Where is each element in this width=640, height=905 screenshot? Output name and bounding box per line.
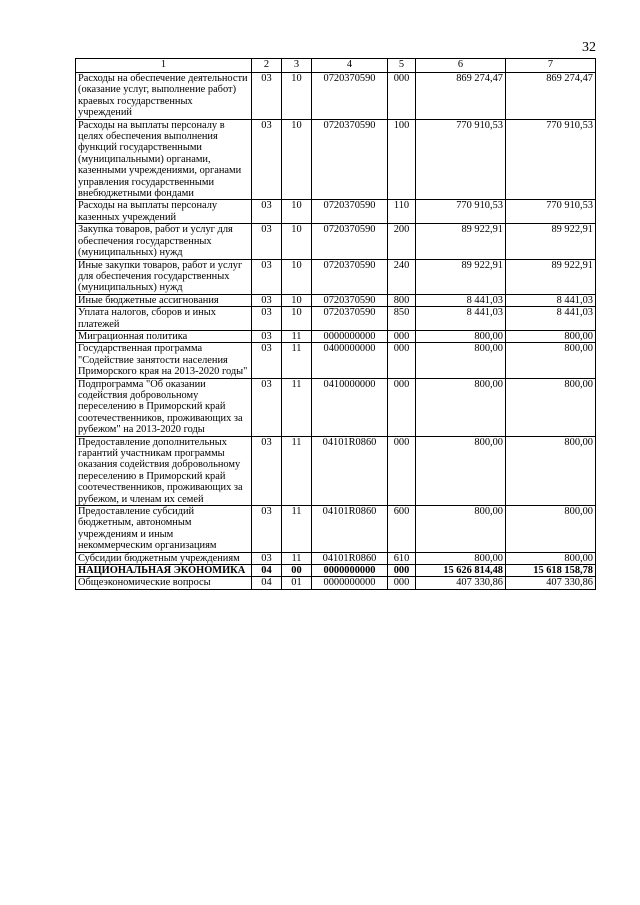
column-header: 1 — [76, 59, 252, 73]
amount-year-2-cell: 15 618 158,78 — [506, 565, 596, 577]
expense-type-cell: 200 — [388, 224, 416, 259]
row-name-cell: Расходы на обеспечение деятельности (оказание услуг, выполнение работ) краевых государственных учреждений — [76, 73, 252, 120]
subsection-cell: 11 — [282, 343, 312, 378]
column-header: 3 — [282, 59, 312, 73]
amount-year-1-cell: 770 910,53 — [416, 200, 506, 224]
section-cell: 03 — [252, 552, 282, 564]
amount-year-1-cell: 800,00 — [416, 330, 506, 342]
amount-year-2-cell: 89 922,91 — [506, 224, 596, 259]
expense-type-cell: 110 — [388, 200, 416, 224]
expense-type-cell: 100 — [388, 119, 416, 200]
amount-year-1-cell: 89 922,91 — [416, 259, 506, 294]
amount-year-2-cell: 407 330,86 — [506, 577, 596, 589]
target-article-cell: 04101R0860 — [312, 506, 388, 553]
amount-year-2-cell: 800,00 — [506, 330, 596, 342]
section-cell: 04 — [252, 577, 282, 589]
column-header: 4 — [312, 59, 388, 73]
amount-year-2-cell: 770 910,53 — [506, 200, 596, 224]
row-name-cell: Государственная программа "Содействие занятости населения Приморского края на 2013-2020 годы" — [76, 343, 252, 378]
expense-type-cell: 000 — [388, 565, 416, 577]
row-name-cell: Иные закупки товаров, работ и услуг для обеспечения государственных (муниципальных) нужд — [76, 259, 252, 294]
page-number: 32 — [582, 40, 596, 55]
amount-year-1-cell: 800,00 — [416, 436, 506, 505]
subsection-cell: 11 — [282, 552, 312, 564]
amount-year-1-cell: 770 910,53 — [416, 119, 506, 200]
amount-year-1-cell: 8 441,03 — [416, 307, 506, 331]
subsection-cell: 10 — [282, 73, 312, 120]
expense-type-cell: 000 — [388, 436, 416, 505]
target-article-cell: 0000000000 — [312, 565, 388, 577]
target-article-cell: 0720370590 — [312, 294, 388, 306]
subsection-cell: 11 — [282, 378, 312, 436]
section-cell: 03 — [252, 307, 282, 331]
row-name-cell: Предоставление дополнительных гарантий участникам программы оказания содействия добровольному переселению в Приморский край соотечественников, проживающих за рубежом, и членам их семей — [76, 436, 252, 505]
row-name-cell: НАЦИОНАЛЬНАЯ ЭКОНОМИКА — [76, 565, 252, 577]
table-row — [76, 119, 596, 200]
table-row — [76, 73, 596, 120]
subsection-cell: 10 — [282, 259, 312, 294]
section-cell: 04 — [252, 565, 282, 577]
expense-type-cell: 000 — [388, 343, 416, 378]
subsection-cell: 10 — [282, 294, 312, 306]
amount-year-1-cell: 407 330,86 — [416, 577, 506, 589]
subsection-cell: 11 — [282, 436, 312, 505]
amount-year-2-cell: 89 922,91 — [506, 259, 596, 294]
subsection-cell: 10 — [282, 200, 312, 224]
amount-year-2-cell: 800,00 — [506, 436, 596, 505]
row-name-cell: Расходы на выплаты персоналу в целях обеспечения выполнения функций государственными (муниципальными) органами, казенными учреждениями, органами управления государственными внебюджетными фондами — [76, 119, 252, 200]
row-name-cell: Уплата налогов, сборов и иных платежей — [76, 307, 252, 331]
amount-year-1-cell: 800,00 — [416, 506, 506, 553]
table-row — [76, 294, 596, 306]
section-cell: 03 — [252, 119, 282, 200]
subsection-cell: 11 — [282, 506, 312, 553]
table-row — [76, 259, 596, 294]
amount-year-1-cell: 800,00 — [416, 552, 506, 564]
subsection-cell: 10 — [282, 307, 312, 331]
table-row — [76, 224, 596, 259]
target-article-cell: 04101R0860 — [312, 436, 388, 505]
table-row — [76, 343, 596, 378]
amount-year-2-cell: 8 441,03 — [506, 294, 596, 306]
budget-table — [75, 58, 596, 590]
section-cell: 03 — [252, 73, 282, 120]
section-cell: 03 — [252, 200, 282, 224]
row-name-cell: Закупка товаров, работ и услуг для обеспечения государственных (муниципальных) нужд — [76, 224, 252, 259]
table-row — [76, 577, 596, 589]
table-row — [76, 552, 596, 564]
target-article-cell: 0720370590 — [312, 307, 388, 331]
subsection-cell: 01 — [282, 577, 312, 589]
expense-type-cell: 850 — [388, 307, 416, 331]
table-row — [76, 565, 596, 577]
row-name-cell: Иные бюджетные ассигнования — [76, 294, 252, 306]
amount-year-2-cell: 8 441,03 — [506, 307, 596, 331]
row-name-cell: Миграционная политика — [76, 330, 252, 342]
section-cell: 03 — [252, 378, 282, 436]
target-article-cell: 0400000000 — [312, 343, 388, 378]
table-row — [76, 378, 596, 436]
column-number-row — [76, 59, 596, 73]
target-article-cell: 0720370590 — [312, 119, 388, 200]
expense-type-cell: 000 — [388, 73, 416, 120]
target-article-cell: 0720370590 — [312, 200, 388, 224]
row-name-cell: Общеэкономические вопросы — [76, 577, 252, 589]
target-article-cell: 0720370590 — [312, 224, 388, 259]
section-cell: 03 — [252, 259, 282, 294]
amount-year-1-cell: 15 626 814,48 — [416, 565, 506, 577]
amount-year-2-cell: 869 274,47 — [506, 73, 596, 120]
amount-year-2-cell: 800,00 — [506, 378, 596, 436]
target-article-cell: 04101R0860 — [312, 552, 388, 564]
section-cell: 03 — [252, 330, 282, 342]
expense-type-cell: 000 — [388, 330, 416, 342]
column-header: 5 — [388, 59, 416, 73]
section-cell: 03 — [252, 436, 282, 505]
column-header: 6 — [416, 59, 506, 73]
subsection-cell: 10 — [282, 119, 312, 200]
amount-year-2-cell: 800,00 — [506, 552, 596, 564]
expense-type-cell: 600 — [388, 506, 416, 553]
row-name-cell: Предоставление субсидий бюджетным, автономным учреждениям и иным некоммерческим организациям — [76, 506, 252, 553]
amount-year-1-cell: 800,00 — [416, 378, 506, 436]
section-cell: 03 — [252, 224, 282, 259]
target-article-cell: 0720370590 — [312, 259, 388, 294]
section-cell: 03 — [252, 294, 282, 306]
table-row — [76, 200, 596, 224]
section-cell: 03 — [252, 506, 282, 553]
column-header: 7 — [506, 59, 596, 73]
row-name-cell: Субсидии бюджетным учреждениям — [76, 552, 252, 564]
expense-type-cell: 610 — [388, 552, 416, 564]
table-row — [76, 330, 596, 342]
amount-year-2-cell: 800,00 — [506, 343, 596, 378]
target-article-cell: 0000000000 — [312, 330, 388, 342]
table-row — [76, 436, 596, 505]
expense-type-cell: 240 — [388, 259, 416, 294]
amount-year-1-cell: 869 274,47 — [416, 73, 506, 120]
expense-type-cell: 800 — [388, 294, 416, 306]
subsection-cell: 00 — [282, 565, 312, 577]
amount-year-2-cell: 770 910,53 — [506, 119, 596, 200]
row-name-cell: Расходы на выплаты персоналу казенных учреждений — [76, 200, 252, 224]
target-article-cell: 0720370590 — [312, 73, 388, 120]
amount-year-1-cell: 8 441,03 — [416, 294, 506, 306]
target-article-cell: 0000000000 — [312, 577, 388, 589]
row-name-cell: Подпрограмма "Об оказании содействия добровольному переселению в Приморский край соотечественников, проживающих за рубежом" на 2013-2020 годы — [76, 378, 252, 436]
expense-type-cell: 000 — [388, 378, 416, 436]
table-row — [76, 307, 596, 331]
section-cell: 03 — [252, 343, 282, 378]
subsection-cell: 10 — [282, 224, 312, 259]
target-article-cell: 0410000000 — [312, 378, 388, 436]
amount-year-1-cell: 800,00 — [416, 343, 506, 378]
amount-year-1-cell: 89 922,91 — [416, 224, 506, 259]
subsection-cell: 11 — [282, 330, 312, 342]
table-row — [76, 506, 596, 553]
column-header: 2 — [252, 59, 282, 73]
amount-year-2-cell: 800,00 — [506, 506, 596, 553]
expense-type-cell: 000 — [388, 577, 416, 589]
